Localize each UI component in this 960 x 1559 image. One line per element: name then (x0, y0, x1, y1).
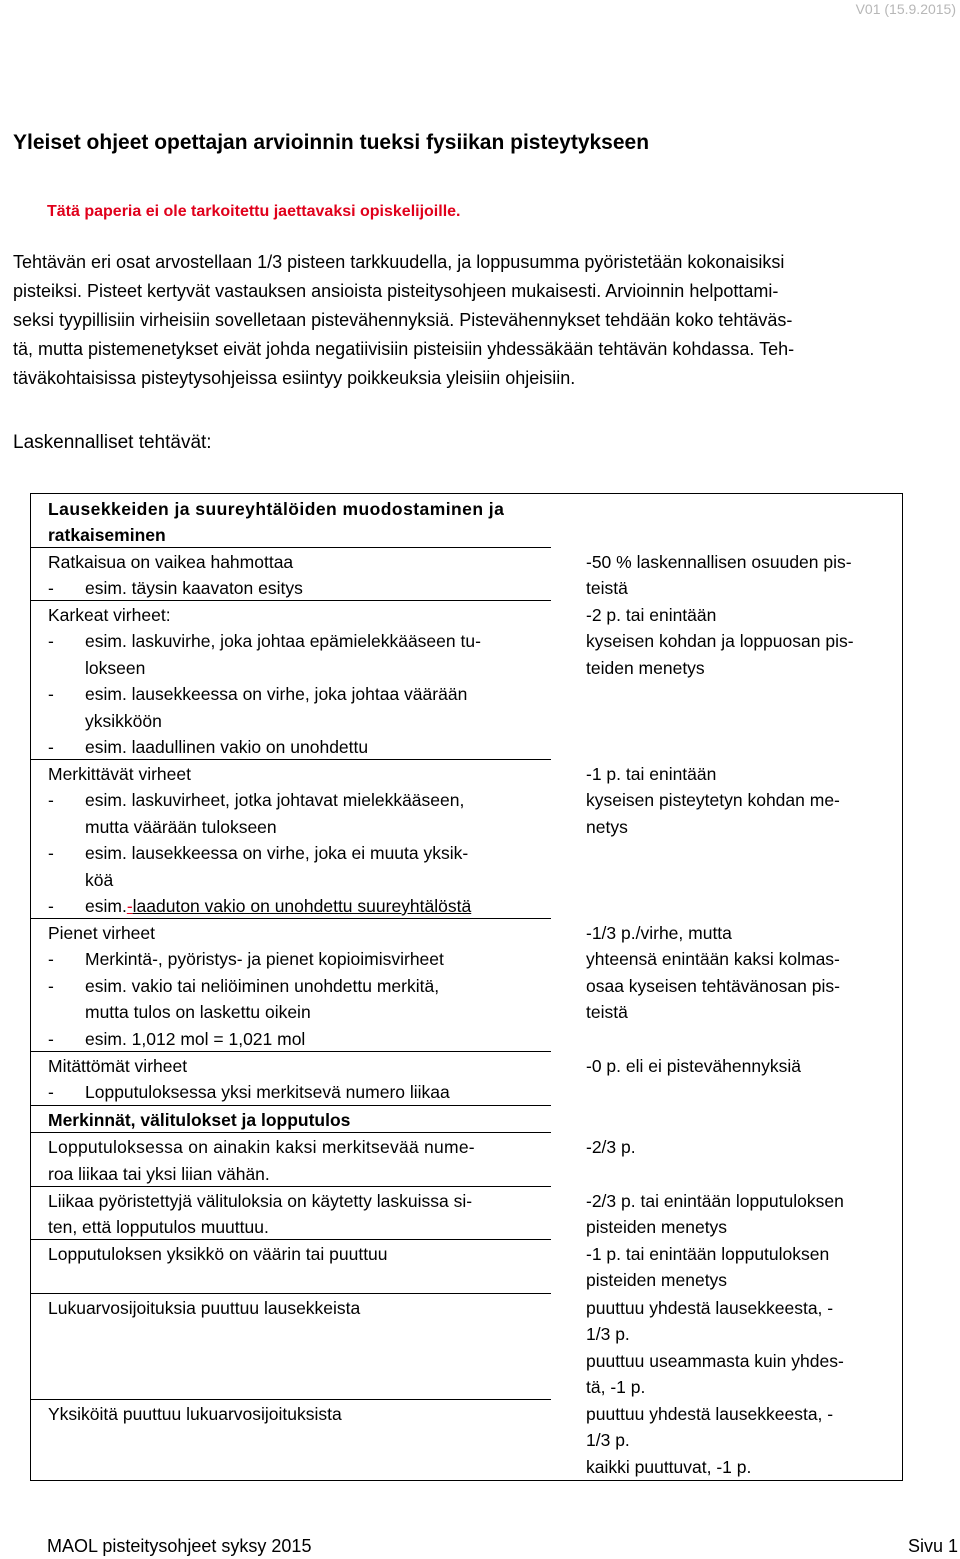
penalty-missing-units-cont: 1/3 p. (586, 1430, 630, 1450)
version-label: V01 (15.9.2015) (855, 1, 956, 17)
penalty-missing-substitutions-cont: puuttuu useammasta kuin yhdes- (586, 1351, 844, 1371)
rubric-left-column: Lausekkeiden ja suureyhtälöiden muodostaminen ja ratkaiseminen Ratkaisua on vaikea hahmottaa - esim. täysin kaavaton esitys Karkeat virheet: - esim. laskuvirhe, joka johtaa epämielekkääseen tu- lokseen - esim. lausekkeessa on virhe, joka johtaa väärään yksikköön - esim. laadullinen vakio on unohdettu Merkittävät virheet - esim. laskuvirheet, jotka johtavat mielekkääseen, mutta väärään tulokseen - esim. lausekkeessa on virhe, joka ei muuta yksik- köä - esim.-laaduton vakio on unohdettu suureyhtälöstä Pienet virheet - Merkintä-, pyöristys- ja pienet kopioimisvirheet - esim. vakio tai neliöiminen unohdettu merkitä, mutta tulos on laskettu oikein - esim. 1,012 mol = 1,021 mol Mitättömät virheet - Lopputuloksessa yksi merkitsevä numero liikaa Merkinnät, välitulokset ja lopputulos Lopputuloksessa on ainakin kaksi merkitsevää nume- roa liikaa tai yksi liian vähän. Liikaa pyöristettyjä välituloksia on käytetty laskuissa si- ten, että lopputulos muuttuu. Lopputuloksen yksikkö on väärin tai puuttuu Lukuarvosijoituksia puuttuu lausekkeista Yksiköitä puuttuu lukuarvosijoituksista (48, 494, 564, 1482)
penalty-too-many-digits: -2/3 p. (586, 1137, 636, 1157)
row-significant-errors-example-1-cont: mutta väärään tulokseen (85, 817, 277, 837)
penalty-missing-substitutions-cont: 1/3 p. (586, 1324, 630, 1344)
row-rounded-intermediates-cont: ten, että lopputulos muuttuu. (48, 1217, 269, 1237)
row-minor-errors-example-2-cont: mutta tulos on laskettu oikein (85, 1002, 311, 1022)
row-divider (31, 1239, 551, 1240)
penalty-minor-errors-cont: yhteensä enintään kaksi kolmas- (586, 949, 840, 969)
row-divider (31, 547, 551, 548)
rubric-heading-results: Merkinnät, välitulokset ja lopputulos (48, 1110, 351, 1130)
penalty-gross-errors-cont: kyseisen kohdan ja loppuosan pis- (586, 631, 854, 651)
penalty-negligible-errors: -0 p. eli ei pistevähennyksiä (586, 1056, 801, 1076)
intro-paragraph (13, 248, 948, 393)
row-significant-errors-example-2-cont: köä (85, 870, 114, 890)
row-significant-errors-label: Merkittävät virheet (48, 764, 191, 784)
rubric-heading-formulas-cont: ratkaiseminen (48, 525, 166, 545)
intro-line: seksi tyypillisiin virheisiin sovelletaan pistevähennyksiä. Pistevähennykset tehdään koko tehtäväs- (13, 310, 793, 330)
penalty-rounded-intermediates: -2/3 p. tai enintään lopputuloksen (586, 1191, 844, 1211)
row-hard-to-follow-label: Ratkaisua on vaikea hahmottaa (48, 552, 294, 572)
row-divider (31, 1293, 551, 1294)
penalty-hard-to-follow: -50 % laskennallisen osuuden pis- (586, 552, 852, 572)
row-divider (31, 1105, 551, 1106)
rubric-right-column (586, 494, 891, 1482)
footer-document-name: MAOL pisteitysohjeet syksy 2015 (47, 1536, 312, 1556)
intro-line: tä, mutta pistemenetykset eivät johda negatiivisiin pisteisiin yhdessäkään tehtävän kohdassa. Teh- (13, 339, 795, 359)
scoring-rubric-table (30, 493, 903, 1481)
penalty-missing-substitutions-cont: tä, -1 p. (586, 1377, 646, 1397)
penalty-gross-errors: -2 p. tai enintään (586, 605, 717, 625)
penalty-missing-substitutions: puuttuu yhdestä lausekkeesta, - (586, 1298, 834, 1318)
penalty-significant-errors-cont: kyseisen pisteytetyn kohdan me- (586, 790, 840, 810)
row-divider (31, 1132, 551, 1133)
row-gross-errors-label: Karkeat virheet: (48, 605, 171, 625)
penalty-wrong-unit-cont: pisteiden menetys (586, 1270, 728, 1290)
row-missing-units: Yksiköitä puuttuu lukuarvosijoituksista (48, 1404, 342, 1424)
row-divider (31, 918, 551, 919)
row-divider (31, 759, 551, 760)
rubric-heading-formulas: Lausekkeiden ja suureyhtälöiden muodostaminen ja (48, 499, 505, 519)
intro-line: täväkohtaisissa pisteytysohjeissa esiintyy poikkeuksia yleisiin ohjeisiin. (13, 368, 576, 388)
penalty-minor-errors: -1/3 p./virhe, mutta (586, 923, 732, 943)
distribution-warning: Tätä paperia ei ole tarkoitettu jaettavaksi opiskelijoille. (47, 203, 461, 220)
row-divider (31, 1399, 551, 1400)
row-negligible-errors-label: Mitättömät virheet (48, 1056, 188, 1076)
penalty-wrong-unit: -1 p. tai enintään lopputuloksen (586, 1244, 830, 1264)
row-divider (31, 1186, 551, 1187)
row-rounded-intermediates: Liikaa pyöristettyjä välituloksia on käytetty laskuissa si- (48, 1191, 473, 1211)
row-divider (31, 600, 551, 601)
intro-line: Tehtävän eri osat arvostellaan 1/3 pisteen tarkkuudella, ja loppusumma pyöristetään kokonaisiksi (13, 252, 785, 272)
penalty-missing-units-cont: kaikki puuttuvat, -1 p. (586, 1457, 752, 1477)
row-wrong-unit: Lopputuloksen yksikkö on väärin tai puuttuu (48, 1244, 388, 1264)
row-gross-errors-example-1-cont: lokseen (85, 658, 146, 678)
penalty-minor-errors-cont: teistä (586, 1002, 628, 1022)
row-too-many-digits-cont: roa liikaa tai yksi liian vähän. (48, 1164, 270, 1184)
row-too-many-digits: Lopputuloksessa on ainakin kaksi merkitsevää nume- (48, 1137, 475, 1157)
footer-page-number: Sivu 1 (907, 1536, 958, 1556)
row-gross-errors-example-2-cont: yksikköön (85, 711, 162, 731)
penalty-hard-to-follow-cont: teistä (586, 578, 628, 598)
page-title: Yleiset ohjeet opettajan arvioinnin tueksi fysiikan pisteytykseen (13, 131, 650, 154)
penalty-rounded-intermediates-cont: pisteiden menetys (586, 1217, 728, 1237)
row-divider (31, 1051, 551, 1052)
row-missing-substitutions: Lukuarvosijoituksia puuttuu lausekkeista (48, 1298, 361, 1318)
penalty-missing-units: puuttuu yhdestä lausekkeesta, - (586, 1404, 834, 1424)
penalty-significant-errors-cont: netys (586, 817, 628, 837)
row-minor-errors-label: Pienet virheet (48, 923, 156, 943)
penalty-gross-errors-cont: teiden menetys (586, 658, 705, 678)
penalty-significant-errors: -1 p. tai enintään (586, 764, 717, 784)
intro-line: pisteiksi. Pisteet kertyvät vastauksen ansioista pisteitysohjeen mukaisesti. Arvioinnin helpottami- (13, 281, 779, 301)
section-heading: Laskennalliset tehtävät: (13, 432, 212, 453)
penalty-minor-errors-cont: osaa kyseisen tehtävänosan pis- (586, 976, 840, 996)
